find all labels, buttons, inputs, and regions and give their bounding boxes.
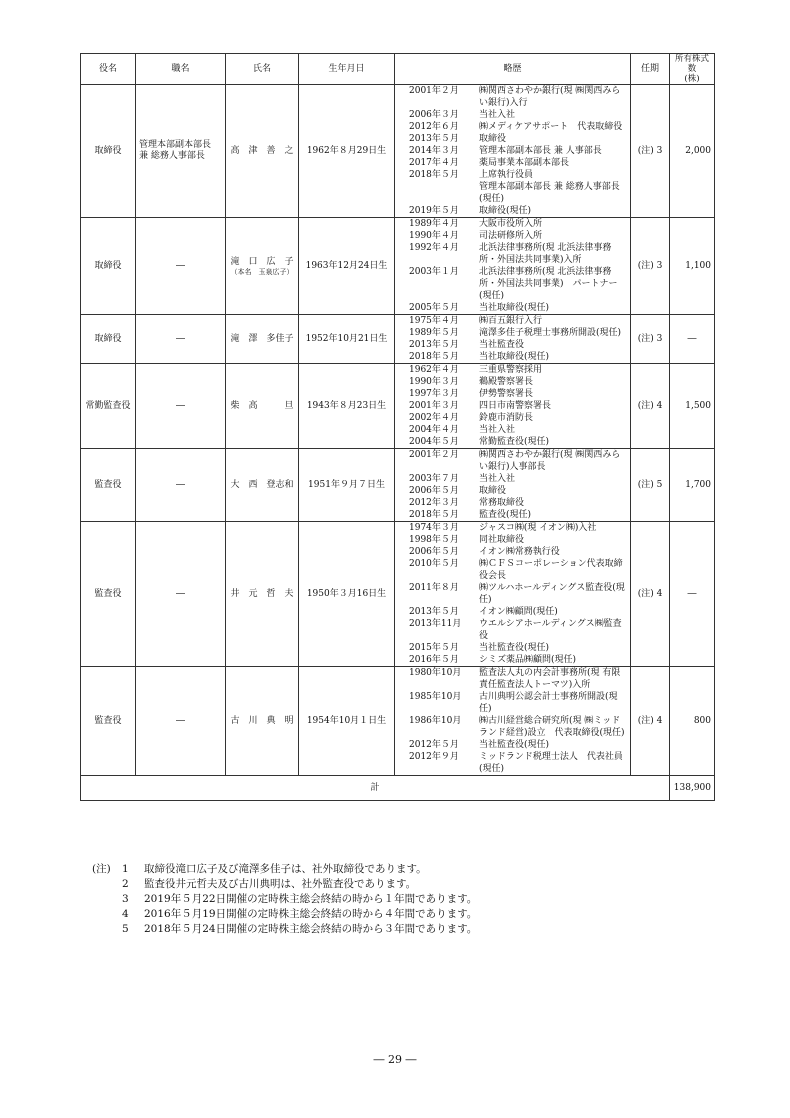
officer-birth: 1963年12月24日生 [299, 218, 395, 315]
officer-row [81, 522, 715, 667]
career-date [409, 181, 471, 205]
career-date: 2003年１月 [409, 267, 459, 277]
career-text: 当社取締役(現任) [479, 352, 550, 362]
career-date: 2013年５月 [409, 134, 459, 144]
career-text: 四日市南警察署長 [479, 401, 552, 411]
officer-birth: 1951年９月７日生 [299, 449, 395, 522]
note-number: 1 [122, 863, 129, 875]
career-date: 1974年３月 [409, 523, 459, 533]
career-text: ㈱関西さわやか銀行(現 ㈱関西みらい銀行)人事部長 [479, 450, 621, 472]
note-item [92, 922, 712, 937]
career-date: 2006年５月 [409, 547, 459, 557]
officer-name-text: 滝 口 広 子 [230, 256, 294, 267]
career-text: 伊勢警察署長 [479, 389, 534, 399]
officer-role: 取締役 [81, 85, 136, 218]
officer-career [395, 522, 631, 667]
career-text: ㈱メディケアサポート 代表取締役 [479, 122, 623, 132]
officer-career [395, 449, 631, 522]
career-date: 2001年３月 [409, 401, 459, 411]
career-text: イオン㈱常務執行役 [479, 547, 560, 557]
career-text: 取締役(現任) [479, 206, 532, 216]
career-date: 1985年10月 [409, 692, 462, 702]
officer-career [395, 85, 631, 218]
career-date: 1998年５月 [409, 535, 459, 545]
career-list [409, 218, 626, 314]
career-date: 2012年５月 [409, 740, 459, 750]
officer-position: ― [136, 449, 226, 522]
officer-term: (注) 3 [631, 315, 670, 364]
career-date: 1990年３月 [409, 377, 459, 387]
career-date: 2001年２月 [409, 450, 459, 460]
officer-role: 取締役 [81, 218, 136, 315]
career-text: 常勤監査役(現任) [479, 437, 550, 447]
career-text: 大阪市役所入所 [479, 219, 543, 229]
career-date: 2011年８月 [409, 583, 459, 593]
note-prefix: (注) [92, 863, 111, 875]
career-text: 監査役(現任) [479, 510, 532, 520]
career-text: 薬局事業本部副本部長 [479, 158, 570, 168]
header-birth: 生年月日 [299, 54, 395, 85]
officer-shares: ― [670, 522, 715, 667]
career-text: 当社入社 [479, 474, 516, 484]
career-text: 滝澤多佳子税理士事務所開設(現任) [479, 328, 622, 338]
officer-term: (注) 3 [631, 85, 670, 218]
career-text: ㈱ＣＦＳコーポレーション代表取締役会長 [479, 559, 623, 581]
career-list [409, 667, 626, 775]
officer-birth: 1962年８月29日生 [299, 85, 395, 218]
career-date: 1962年４月 [409, 365, 459, 375]
career-text: ㈱ツルハホールディングス監査役(現任) [479, 583, 625, 605]
note-text: 2016年５月19日開催の定時株主総会終結の時から４年間であります。 [144, 908, 478, 920]
officer-name-text: 井 元 哲 夫 [230, 589, 294, 599]
career-date: 2004年５月 [409, 437, 459, 447]
career-date: 2018年５月 [409, 510, 459, 520]
officer-birth: 1943年８月23日生 [299, 364, 395, 449]
officer-shares: ― [670, 315, 715, 364]
officer-term: (注) 5 [631, 449, 670, 522]
officer-name-text: 古 川 典 明 [230, 716, 294, 726]
officer-name [226, 449, 299, 522]
career-date: 2012年６月 [409, 122, 459, 132]
career-date: 2013年５月 [409, 340, 459, 350]
career-date: 2003年７月 [409, 474, 459, 484]
career-date: 2012年３月 [409, 498, 459, 508]
note-prefix [92, 907, 122, 922]
career-date: 2013年11月 [409, 619, 462, 629]
career-text: ジャスコ㈱(現 イオン㈱)入社 [479, 523, 597, 533]
career-text: 古川典明公認会計士事務所開設(現任) [479, 692, 618, 714]
career-text: 当社監査役(現任) [479, 643, 550, 653]
career-text: ウエルシアホールディングス㈱監査役 [479, 619, 622, 641]
officer-role: 取締役 [81, 315, 136, 364]
career-date: 2019年５月 [409, 206, 459, 216]
career-text: 上席執行役員 [479, 170, 534, 180]
career-date: 2017年４月 [409, 158, 459, 168]
officer-shares: 1,100 [670, 218, 715, 315]
officer-row [81, 667, 715, 776]
table-header-row [81, 54, 715, 85]
career-text: 当社入社 [479, 425, 516, 435]
note-item [92, 892, 712, 907]
career-date: 2016年５月 [409, 655, 459, 665]
career-date: 1989年５月 [409, 328, 459, 338]
officer-name [226, 315, 299, 364]
career-date: 2005年５月 [409, 303, 459, 313]
officer-career [395, 218, 631, 315]
note-number: 2 [122, 878, 129, 890]
officer-position: ― [136, 315, 226, 364]
officer-term: (注) 4 [631, 522, 670, 667]
officer-name-note: （本名 玉泉広子） [230, 267, 294, 276]
career-text: 北浜法律事務所(現 北浜法律事務所・外国法共同事業) パートナー(現任) [479, 267, 618, 301]
note-item [92, 877, 712, 892]
officer-position: 管理本部副本部長 兼 総務人事部長 [136, 85, 226, 218]
career-text: 当社入社 [479, 110, 516, 120]
career-date: 2018年５月 [409, 170, 459, 180]
career-text: 北浜法律事務所(現 北浜法律事務所・外国法共同事業)入所 [479, 243, 612, 265]
career-date: 2002年４月 [409, 413, 459, 423]
career-text: 当社取締役(現任) [479, 303, 550, 313]
officer-career [395, 315, 631, 364]
career-date: 1980年10月 [409, 668, 462, 678]
career-date: 1986年10月 [409, 716, 462, 726]
officer-shares: 1,500 [670, 364, 715, 449]
officer-position: ― [136, 667, 226, 776]
career-date: 2004年４月 [409, 425, 459, 435]
officer-term: (注) 3 [631, 218, 670, 315]
total-row [81, 776, 715, 801]
career-text: ㈱古川経営総合研究所(現 ㈱ミッドランド経営)設立 代表取締役(現任) [479, 716, 625, 738]
career-date: 2014年３月 [409, 146, 459, 156]
officer-name-text: 柴 高 旦 [230, 401, 294, 411]
header-position: 職名 [136, 54, 226, 85]
career-text: 常務取締役 [479, 498, 525, 508]
career-date: 1997年３月 [409, 389, 459, 399]
note-text: 2018年５月24日開催の定時株主総会終結の時から３年間であります。 [144, 923, 478, 935]
note-prefix [92, 922, 122, 937]
officer-shares: 1,700 [670, 449, 715, 522]
officer-birth: 1954年10月１日生 [299, 667, 395, 776]
notes [92, 862, 712, 937]
officer-term: (注) 4 [631, 364, 670, 449]
career-text: 取締役 [479, 134, 507, 144]
officer-row [81, 449, 715, 522]
officer-row [81, 315, 715, 364]
career-date: 2012年９月 [409, 752, 459, 762]
career-text: ミッドランド税理士法人 代表社員(現任) [479, 752, 623, 774]
note-prefix [92, 877, 122, 892]
note-text: 2019年５月22日開催の定時株主総会終結の時から１年間であります。 [144, 893, 478, 905]
officer-name-text: 大 西 登志和 [230, 480, 294, 490]
page-number: ― 29 ― [373, 1053, 417, 1066]
officer-birth: 1950年３月16日生 [299, 522, 395, 667]
officer-row [81, 364, 715, 449]
career-text: ㈱百五銀行入行 [479, 316, 543, 326]
officer-position: ― [136, 522, 226, 667]
career-list [409, 364, 626, 448]
note-prefix [92, 892, 122, 907]
career-text: 三重県警察採用 [479, 365, 543, 375]
officer-name-text: 高 津 善 之 [230, 146, 294, 156]
officer-name [226, 85, 299, 218]
career-text: シミズ薬品㈱顧問(現任) [479, 655, 577, 665]
career-text: 当社監査役(現任) [479, 740, 550, 750]
note-text: 監査役井元哲夫及び古川典明は、社外監査役であります。 [144, 878, 417, 890]
officer-role: 監査役 [81, 667, 136, 776]
career-date: 1990年４月 [409, 231, 459, 241]
officer-name [226, 667, 299, 776]
career-text: 監査法人丸の内会計事務所(現 有限責任監査法人トーマツ)入所 [479, 668, 621, 690]
officer-term: (注) 4 [631, 667, 670, 776]
career-text: 当社監査役 [479, 340, 525, 350]
career-date: 2018年５月 [409, 352, 459, 362]
officer-row [81, 218, 715, 315]
career-list [409, 522, 626, 666]
officer-position: ― [136, 364, 226, 449]
career-text: 鈴鹿市消防長 [479, 413, 534, 423]
career-text: 取締役 [479, 486, 507, 496]
officer-name [226, 218, 299, 315]
note-item [92, 862, 712, 877]
career-text: イオン㈱顧問(現任) [479, 607, 558, 617]
career-date: 2006年５月 [409, 486, 459, 496]
note-item [92, 907, 712, 922]
career-text: 管理本部副本部長 兼 総務人事部長(現任) [479, 182, 620, 204]
career-text: 同社取締役 [479, 535, 525, 545]
note-text: 取締役滝口広子及び滝澤多佳子は、社外取締役であります。 [144, 863, 427, 875]
note-number: 5 [122, 923, 129, 935]
officer-shares: 2,000 [670, 85, 715, 218]
career-list [409, 449, 626, 521]
note-number: 4 [122, 908, 129, 920]
career-text: ㈱関西さわやか銀行(現 ㈱関西みらい銀行)入行 [479, 86, 621, 108]
officers-table [80, 53, 715, 801]
officer-career [395, 667, 631, 776]
career-date: 2010年５月 [409, 559, 459, 569]
career-text: 鵜殿警察署長 [479, 377, 534, 387]
officer-position: ― [136, 218, 226, 315]
career-list [409, 315, 626, 363]
officer-career [395, 364, 631, 449]
career-date: 2015年５月 [409, 643, 459, 653]
career-date: 1989年４月 [409, 219, 459, 229]
header-shares: 所有株式数 (株) [670, 54, 715, 85]
total-shares: 138,900 [670, 776, 715, 801]
officer-name [226, 522, 299, 667]
career-date: 1992年４月 [409, 243, 459, 253]
career-date: 2013年５月 [409, 607, 459, 617]
total-label: 計 [81, 776, 670, 801]
officer-role: 常勤監査役 [81, 364, 136, 449]
career-list [409, 85, 626, 217]
officer-role: 監査役 [81, 449, 136, 522]
officer-birth: 1952年10月21日生 [299, 315, 395, 364]
officer-name [226, 364, 299, 449]
career-date: 2006年３月 [409, 110, 459, 120]
career-date: 2001年２月 [409, 86, 459, 96]
header-term: 任期 [631, 54, 670, 85]
officer-name-text: 滝 澤 多佳子 [230, 334, 294, 344]
career-text: 司法研修所入所 [479, 231, 543, 241]
header-role: 役名 [81, 54, 136, 85]
officer-row [81, 85, 715, 218]
career-date: 1975年４月 [409, 316, 459, 326]
header-career: 略歴 [395, 54, 631, 85]
officer-shares: 800 [670, 667, 715, 776]
note-number: 3 [122, 893, 129, 905]
career-text: 管理本部副本部長 兼 人事部長 [479, 146, 602, 156]
header-name: 氏名 [226, 54, 299, 85]
officer-rows [81, 85, 715, 776]
officer-role: 監査役 [81, 522, 136, 667]
